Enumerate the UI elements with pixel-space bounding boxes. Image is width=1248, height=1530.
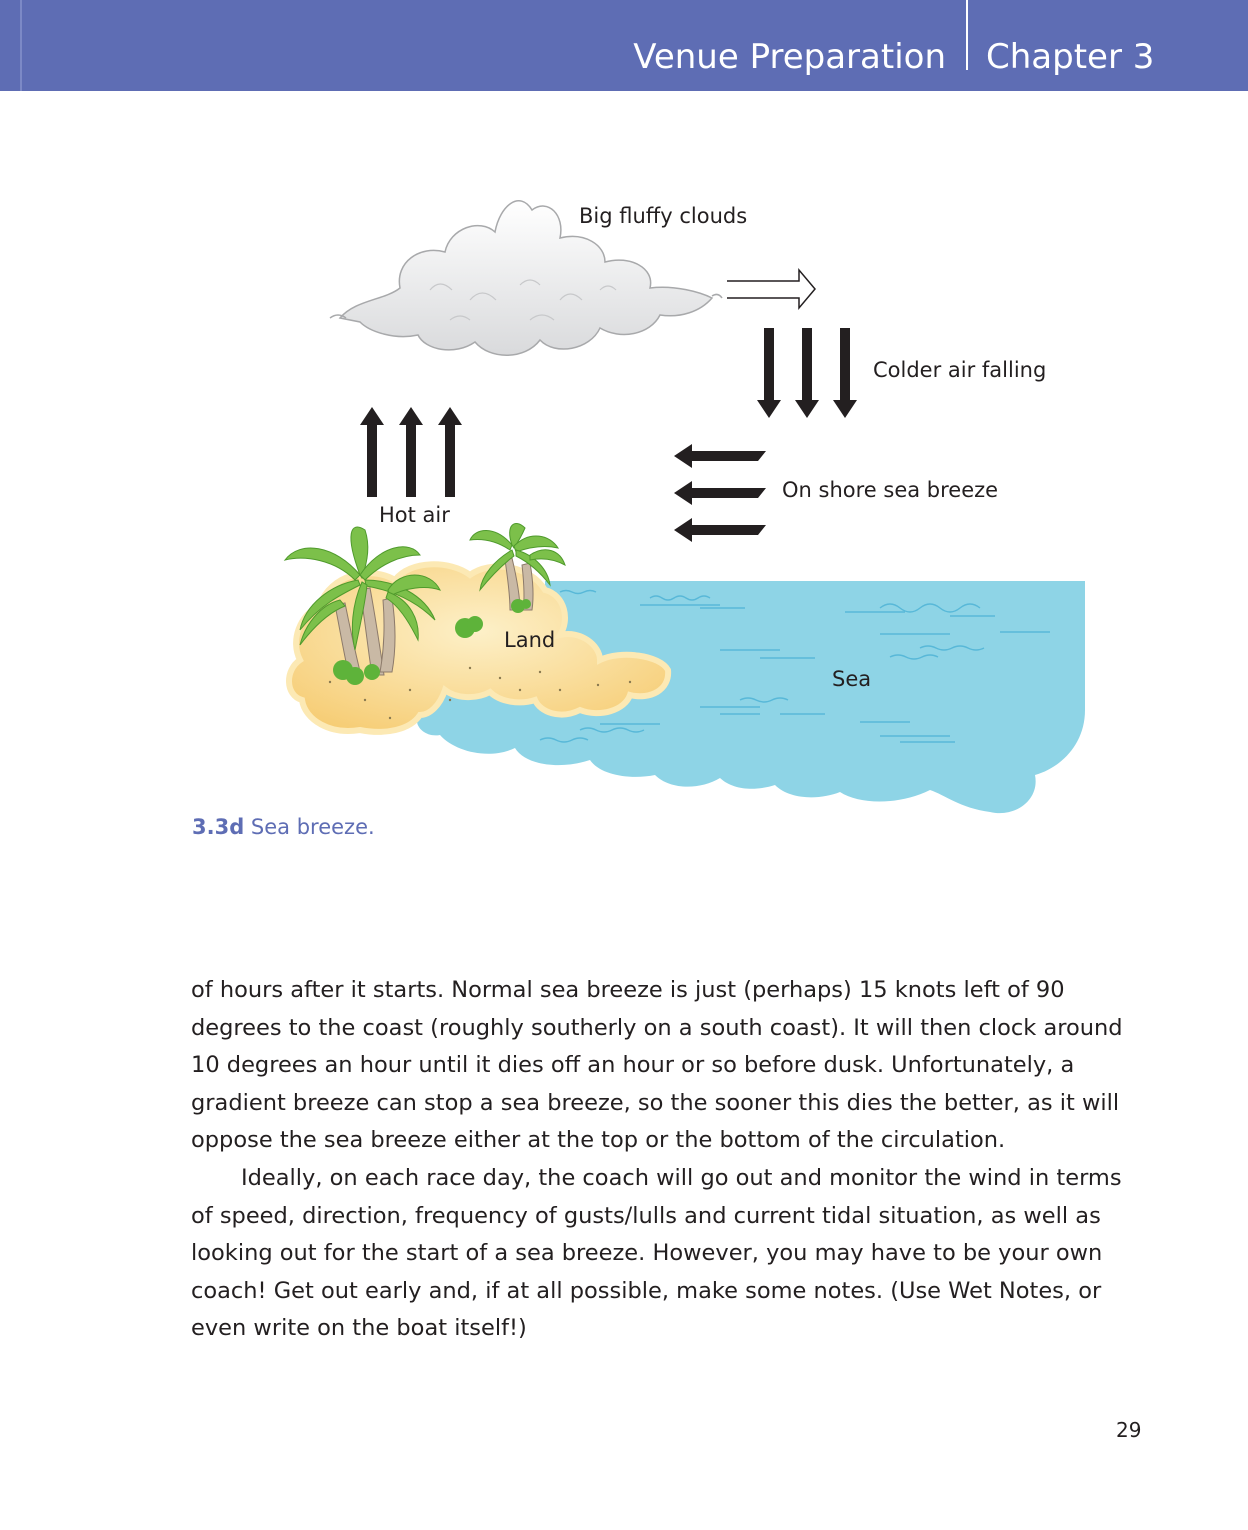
label-colder-air-falling: Colder air falling [873,358,1047,382]
figure-caption [192,815,375,839]
section-title: Venue Preparation [633,37,946,77]
caption-number: 3.3d [192,815,245,839]
label-big-fluffy-clouds: Big fluffy clouds [579,204,748,228]
paragraph-2: Ideally, on each race day, the coach will go out and monitor the wind in terms of speed, direction, frequency of gusts/lulls and current tidal situation, as well as looking out for the start of a sea breeze. However, you may have to be your own coach! Get out early and, if at all possible, make some notes. (Use Wet Notes, or even write on the boat itself!) [191,1164,1122,1342]
upper-wind-arrow-icon [727,270,815,308]
page-number: 29 [1116,1418,1142,1442]
body-text [191,972,1141,1348]
chapter-title: Chapter 3 [986,37,1155,77]
label-on-shore-sea-breeze: On shore sea breeze [782,478,999,502]
down-arrows-icon [757,328,857,418]
label-land: Land [504,628,556,652]
caption-text: Sea breeze. [250,815,375,839]
label-sea: Sea [832,667,872,691]
up-arrows-icon [360,407,462,497]
left-arrows-icon [674,444,766,542]
label-hot-air: Hot air [379,503,450,527]
paragraph-1: of hours after it starts. Normal sea breeze is just (perhaps) 15 knots left of 90 degrees to the coast (roughly southerly on a south coast). It will then clock around 10 degrees an hour until it dies off an hour or so before dusk. Unfortunately, a gradient breeze can stop a sea breeze, so the sooner this dies the better, as it will oppose the sea breeze either at the top or the bottom of the circulation. [191,977,1123,1154]
